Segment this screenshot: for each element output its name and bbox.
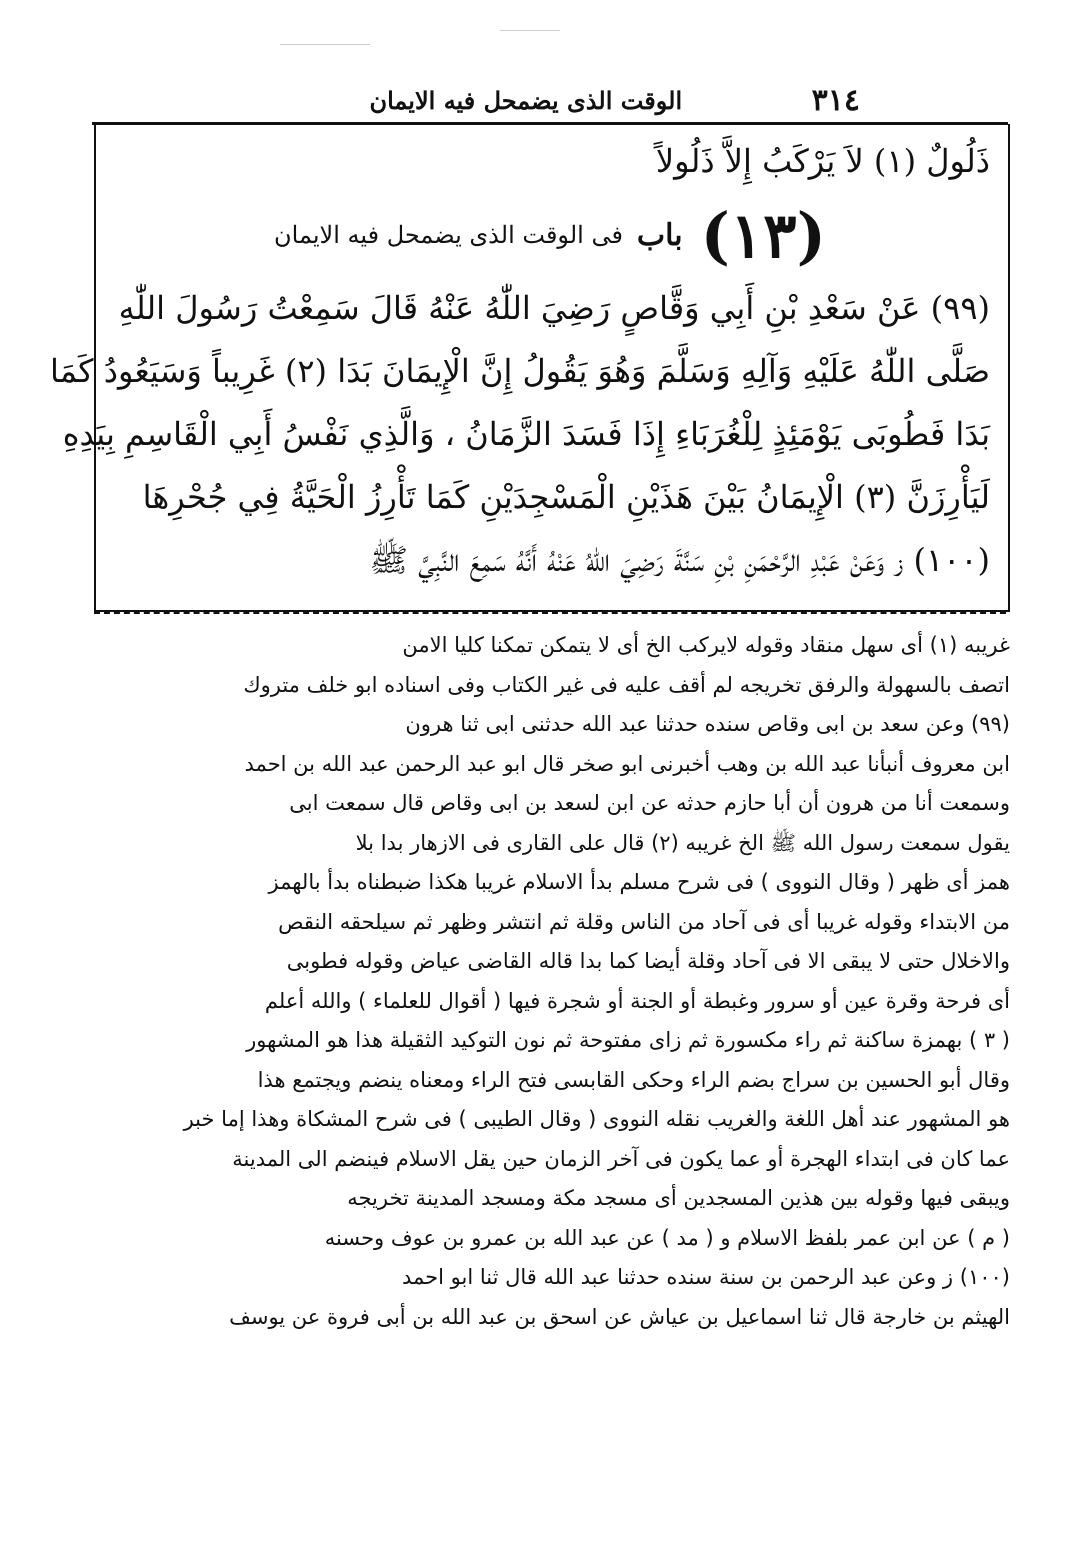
note-line: عما كان فى ابتداء الهجرة أو عما يكون فى آخر الزمان حين يقل الاسلام فينضم الى المدينة — [232, 1146, 1010, 1171]
note-line: ويبقى فيها وقوله بين هذين المسجدين أى مسجد مكة ومسجد المدينة تخريجه — [347, 1186, 1010, 1210]
note-line: يقول سمعت رسول الله ﷺ الخ غريبه (٢) قال على القارى فى الازهار بدا بلا — [355, 830, 1010, 855]
note-line: أى فرحة وقرة عين أو سرور وغبطة أو الجنة أو شجرة فيها ( أقوال للعلماء ) والله أعلم — [264, 988, 1010, 1013]
main-text — [50, 130, 990, 592]
note-line: ( ٣ ) بهمزة ساكنة ثم راء مكسورة ثم زاى مفتوحة ثم نون التوكيد الثقيلة هذا هو المشهور — [246, 1028, 1010, 1052]
note-line: همز أى ظهر ( وقال النووى ) فى شرح مسلم بدأ الاسلام غريبا هكذا ضبطناه بدأ بالهمز — [268, 870, 1010, 894]
text-line: صَلَّى اللّٰهُ عَلَيْهِ وَآلِهِ وَسَلَّمَ وَهُوَ يَقُولُ إِنَّ الْإِيمَانَ بَدَا (٢) غَرِيباً وَسَيَعُودُ كَمَا — [50, 352, 990, 390]
chapter-heading — [110, 193, 990, 277]
page-header — [120, 78, 860, 122]
note-line: ( م ) عن ابن عمر بلفظ الاسلام و ( مد ) عن عبد الله بن عمرو بن عوف وحسنه — [324, 1225, 1010, 1250]
text-line: ذَلُولٌ (١) لاَ يَرْكَبُ إِلاَّ ذَلُولاً — [655, 142, 990, 180]
commentary-notes — [94, 626, 1010, 1337]
note-line: ابن معروف أنبأنا عبد الله بن وهب أخبرنى ابو صخر قال ابو عبد الرحمن عبد الله بن احمد — [244, 751, 1010, 776]
note-line: (٩٩) وعن سعد بن ابى وقاص سنده حدثنا عبد الله حدثنى ابى ثنا هرون — [405, 712, 1010, 736]
note-line: وسمعت أنا من هرون أن أبا حازم حدثه عن ابن لسعد بن ابى وقاص قال سمعت ابى — [289, 791, 1010, 815]
note-line: (١٠٠) ز وعن عبد الرحمن بن سنة سنده حدثنا عبد الله قال ثنا ابو احمد — [402, 1265, 1010, 1289]
scan-artifact — [500, 30, 560, 31]
chapter-word: باب — [636, 217, 683, 253]
text-line: (٩٩) عَنْ سَعْدِ بْنِ أَبِي وَقَّاصٍ رَضِيَ اللّٰهُ عَنْهُ قَالَ سَمِعْتُ رَسُولَ اللّٰهِ — [118, 289, 990, 327]
note-line: من الابتداء وقوله غريبا أى فى آحاد من الناس وقلة ثم انتشر وظهر ثم سيلحقه النقص — [278, 909, 1010, 934]
text-line: (١٠٠) ز وَعَنْ عَبْدِ الرَّحْمَنِ بْنِ سَنَّةَ رَضِيَ اللّٰهُ عَنْهُ أَنَّهُ سَمِعَ النَّبِيَّ ﷺ — [369, 541, 990, 579]
footnote-separator — [94, 612, 1006, 614]
running-title: الوقت الذى يضمحل فيه الايمان — [369, 85, 683, 115]
chapter-title: فى الوقت الذى يضمحل فيه الايمان — [274, 220, 623, 249]
note-line: غريبه (١) أى سهل منقاد وقوله لايركب الخ أى لا يتمكن تمكنا كليا الامن — [402, 633, 1010, 657]
note-line: اتصف بالسهولة والرفق تخريجه لم أقف عليه فى غير الكتاب وفى اسناده ابو خلف متروك — [243, 672, 1010, 697]
note-line: الهيثم بن خارجة قال ثنا اسماعيل بن عياش عن اسحق بن عبد الله بن أبى فروة عن يوسف — [229, 1304, 1010, 1329]
note-line: وقال أبو الحسين بن سراج بضم الراء وحكى القابسى فتح الراء ومعناه ينضم ويجتمع هذا — [257, 1067, 1010, 1092]
text-line: بَدَا فَطُوبَى يَوْمَئِذٍ لِلْغُرَبَاءِ إِذَا فَسَدَ الزَّمَانُ ، وَالَّذِي نَفْسُ أَبِي الْقَاسِمِ بِيَدِهِ — [62, 415, 990, 453]
page-number: ٣١٤ — [811, 82, 860, 118]
chapter-number: (١٣) — [700, 198, 826, 272]
scan-artifact — [280, 44, 370, 45]
note-line: والاخلال حتى لا يبقى الا فى آحاد وقلة أيضا كما بدا قاله القاضى عياض وقوله فطوبى — [286, 949, 1010, 973]
text-line: لَيَأْرِزَنَّ (٣) الْإِيمَانُ بَيْنَ هَذَيْنِ الْمَسْجِدَيْنِ كَمَا تَأْرِزُ الْحَيَّةُ فِي جُحْرِهَا — [142, 478, 990, 516]
note-line: هو المشهور عند أهل اللغة والغريب نقله النووى ( وقال الطيبى ) فى شرح المشكاة وهذا إما خبر — [183, 1107, 1010, 1131]
